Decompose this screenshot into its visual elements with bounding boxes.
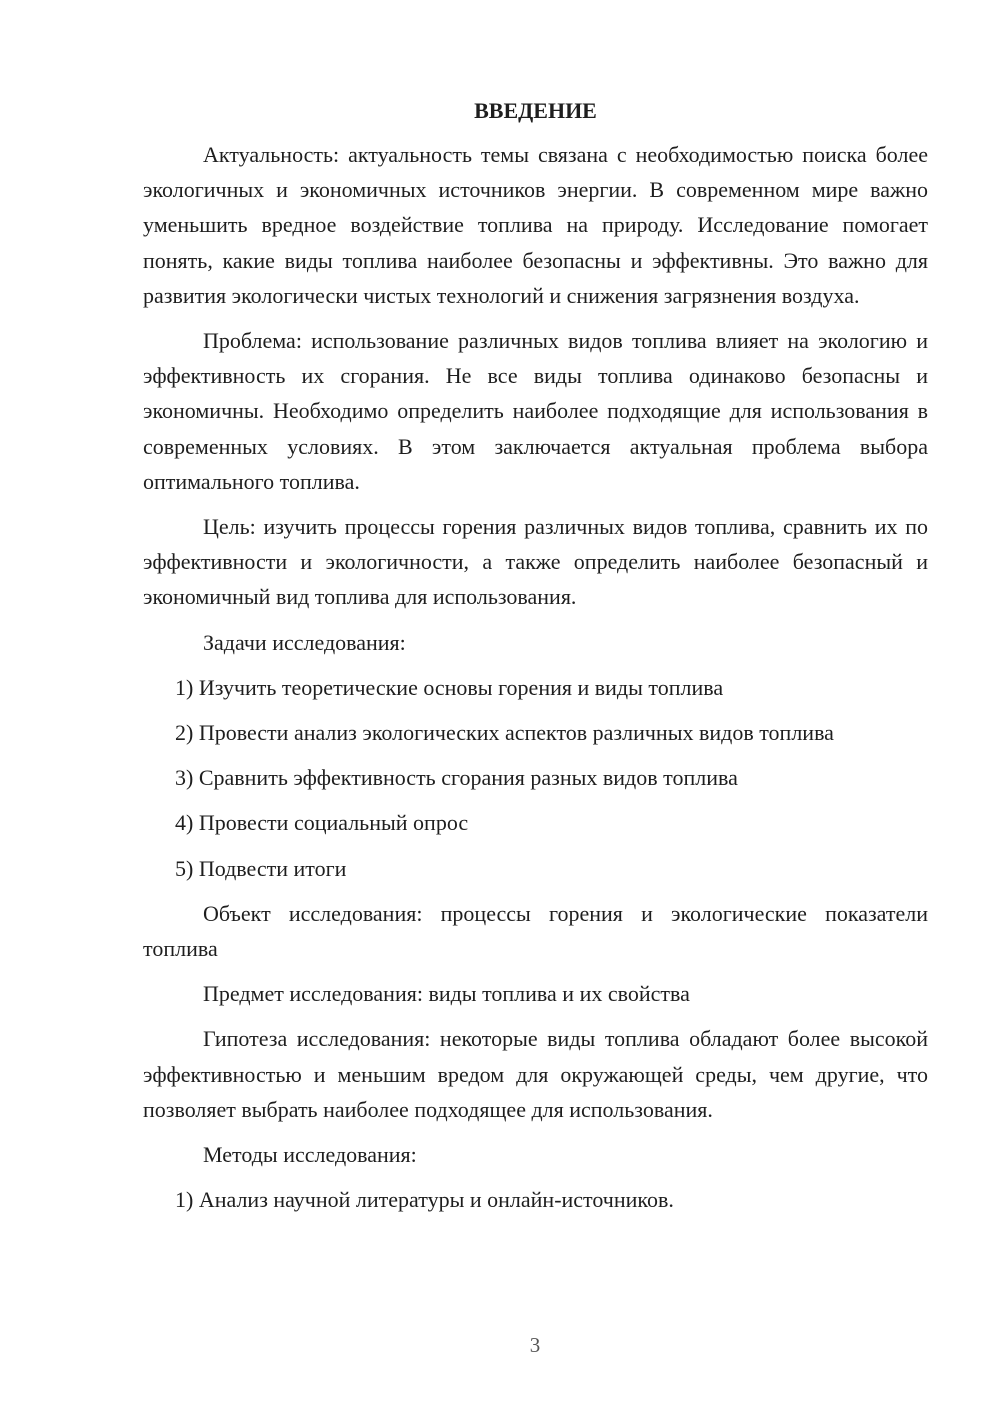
goal-paragraph: Цель: изучить процессы горения различных видов топлива, сравнить их по эффективности и экологичности, а также определить наиболее безопасный и экономичный вид топлива для использования. (143, 514, 928, 610)
section-title: ВВЕДЕНИЕ (474, 98, 597, 123)
task-item: 3) Сравнить эффективность сгорания разных видов топлива (175, 765, 738, 791)
task-item: 4) Провести социальный опрос (175, 810, 469, 836)
task-item: 1) Изучить теоретические основы горения и виды топлива (175, 674, 724, 700)
methods-heading: Методы исследования: (203, 1142, 417, 1168)
object-paragraph: Объект исследования: процессы горения и экологические показатели топлива (143, 900, 928, 962)
tasks-heading: Задачи исследования: (203, 629, 406, 655)
hypothesis-paragraph: Гипотеза исследования: некоторые виды топлива обладают более высокой эффективностью и меньшим вредом для окружающей среды, чем другие, что позволяет выбрать наиболее подходящее для использования. (143, 1026, 928, 1122)
subject-paragraph: Предмет исследования: виды топлива и их свойства (203, 981, 690, 1007)
method-item: 1) Анализ научной литературы и онлайн-источников. (175, 1187, 674, 1213)
problem-paragraph: Проблема: использование различных видов топлива влияет на экологию и эффективность их сгорания. Не все виды топлива одинаково безопасны и экономичны. Необходимо определить наиболее подходящие для использования в современных условиях. В этом заключается актуальная проблема выбора оптимального топлива. (143, 328, 928, 494)
relevance-paragraph: Актуальность: актуальность темы связана с необходимостью поиска более экологичных и экономичных источников энергии. В современном мире важно уменьшить вредное воздействие топлива на природу. Исследование помогает понять, какие виды топлива наиболее безопасны и эффективны. Это важно для развития экологически чистых технологий и снижения загрязнения воздуха. (143, 142, 928, 308)
task-item: 5) Подвести итоги (175, 855, 347, 881)
task-item: 2) Провести анализ экологических аспектов различных видов топлива (175, 720, 834, 746)
document-page (143, 96, 928, 1227)
page-number: 3 (529, 1333, 541, 1357)
